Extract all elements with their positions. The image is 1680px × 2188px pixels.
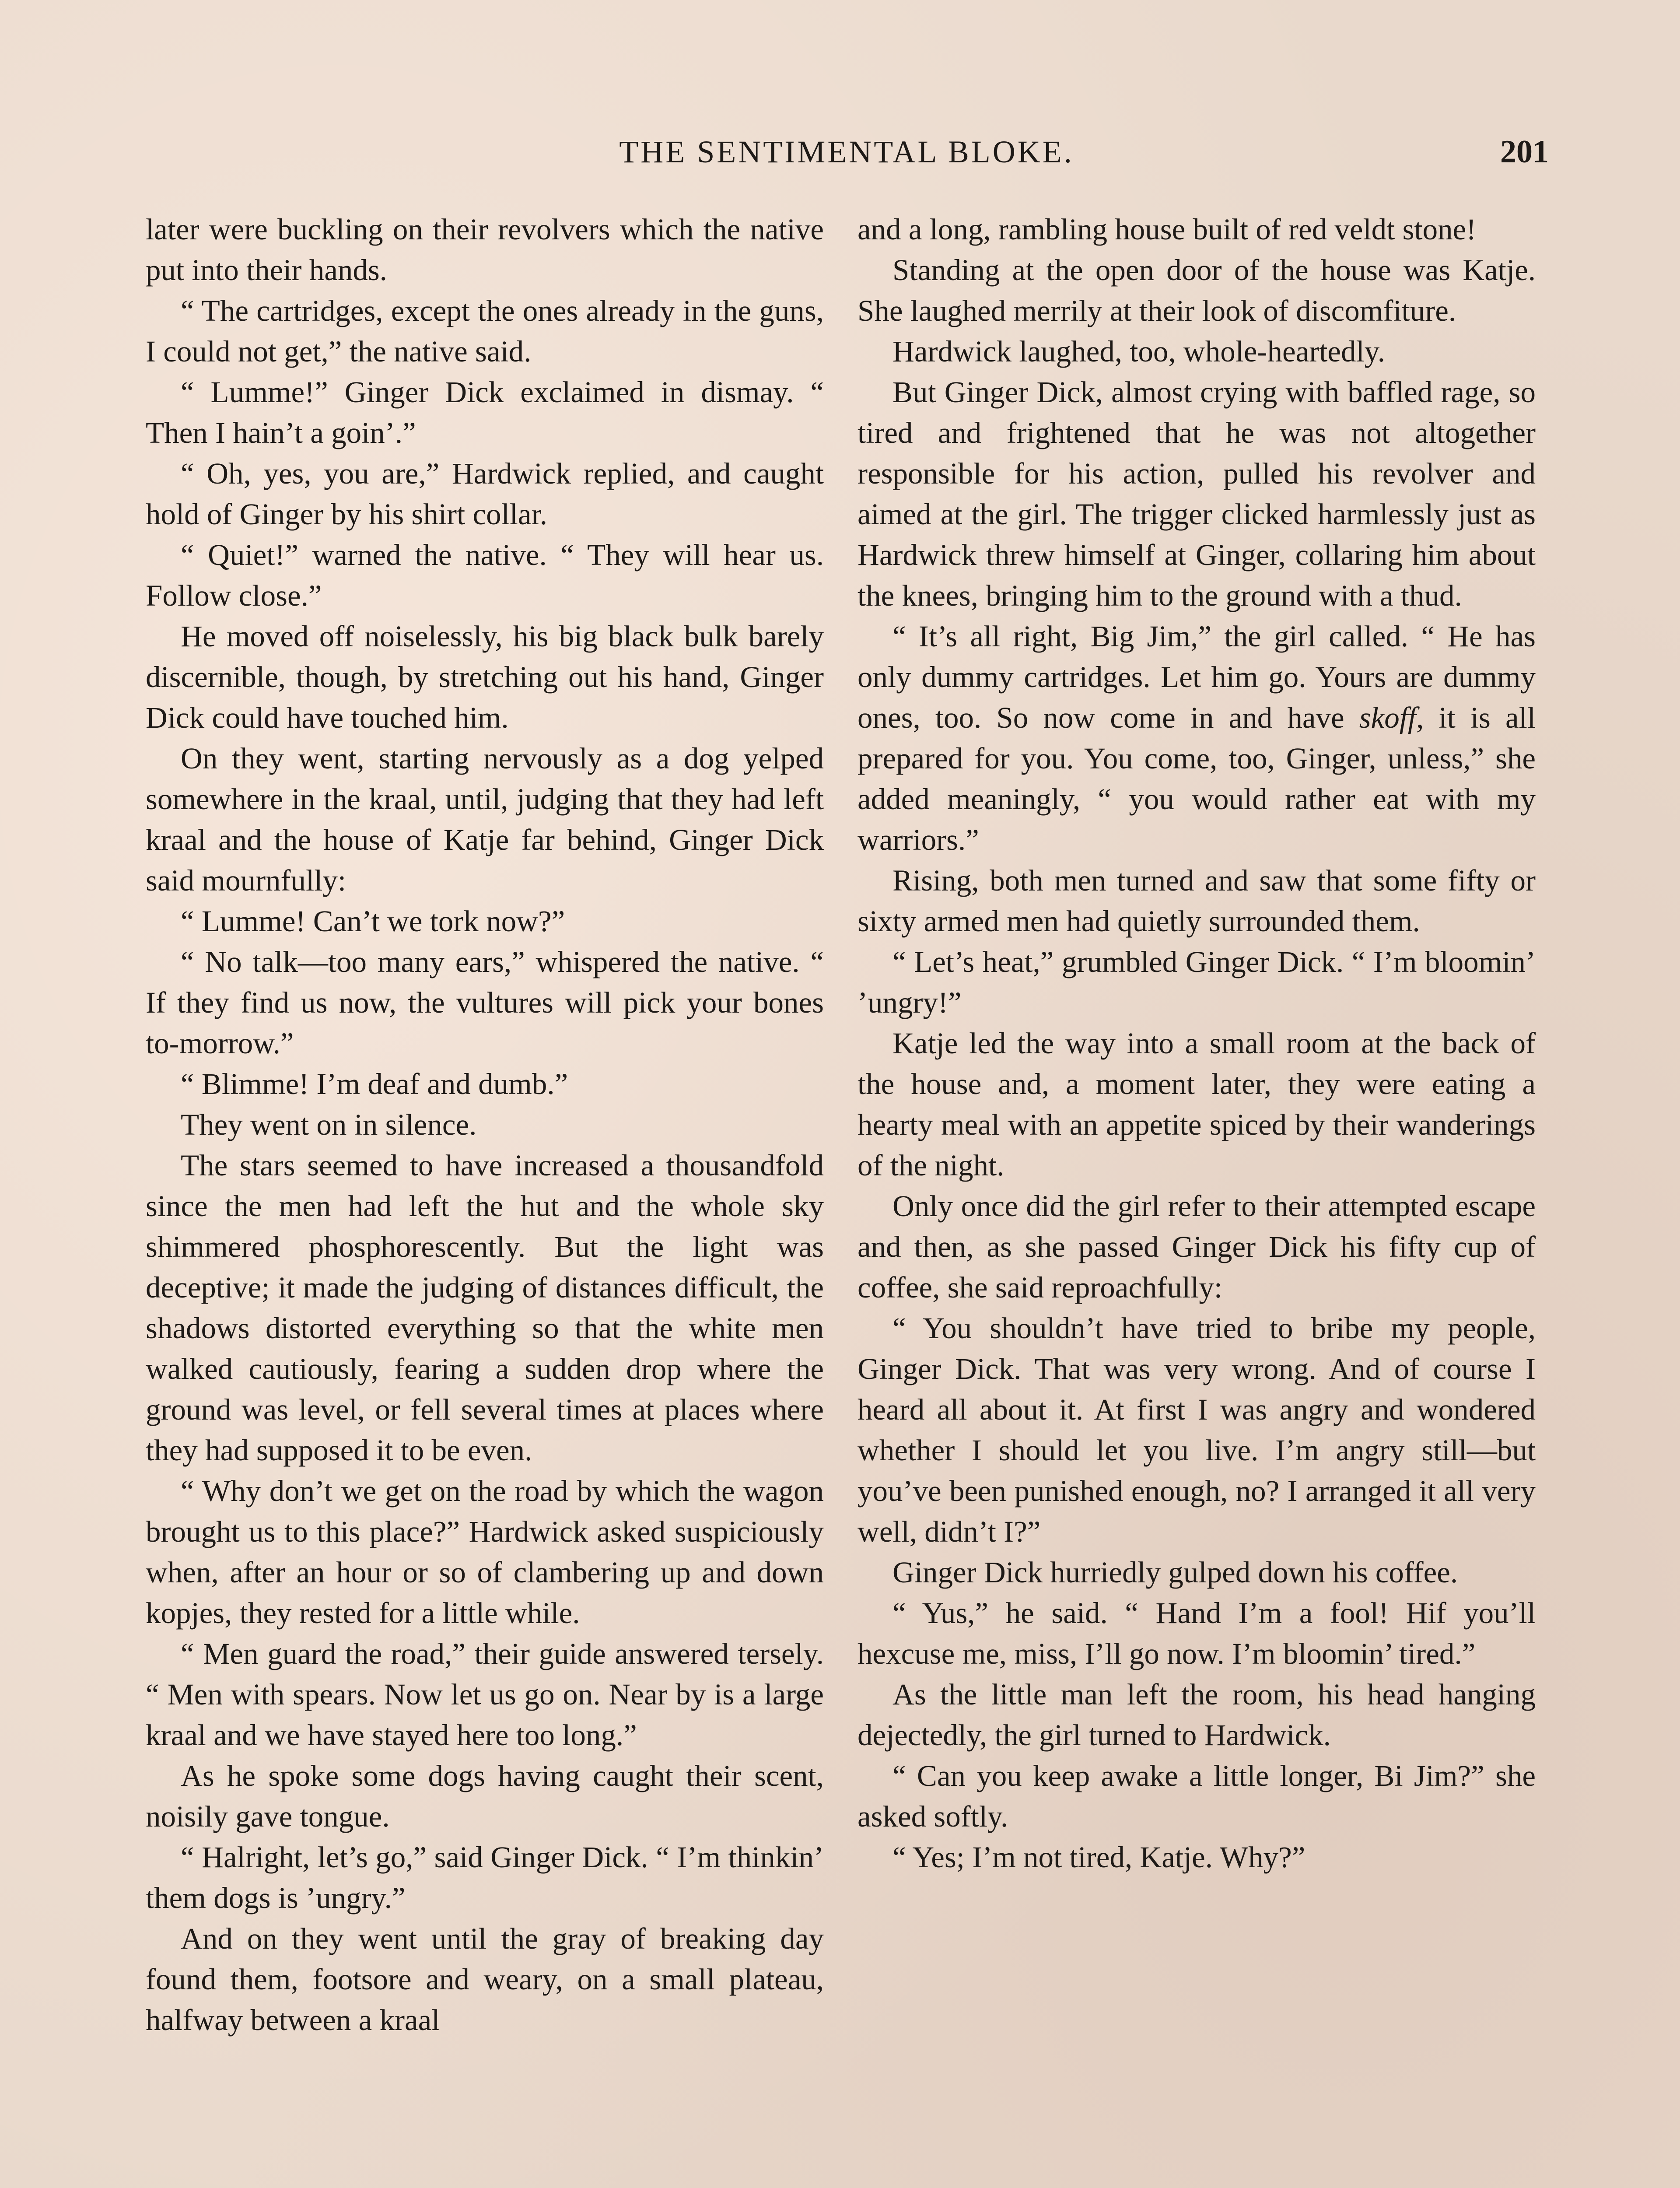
paragraph: The stars seemed to have increased a thousandfold since the men had left the hut and the whole sky shimmered phosphorescently. But the light was deceptive; it made the judging of distances difficult, the shadows distorted everything so that the white men walked cautiously, fearing a sudden drop where the ground was level, or fell several times at places where they had supposed it to be even. — [146, 1149, 824, 1467]
paragraph: “ Halright, let’s go,” said Ginger Dick. “ I’m thinkin’ them dogs is ’ungry.” — [146, 1841, 824, 1914]
running-title: THE SENTIMENTAL BLOKE. — [619, 134, 1074, 169]
paragraph-text: , it is all prepared for you. You come, too, Ginger, unless,” she added meaningly, “ you would rather eat with my warriors.” — [858, 701, 1536, 856]
paragraph: later were buckling on their revolvers which the native put into their hands. — [146, 213, 824, 287]
italic-word: skoff — [1359, 701, 1417, 734]
paragraph: “ No talk—too many ears,” whispered the native. “ If they find us now, the vultures will pick your bones to-morrow.” — [146, 945, 824, 1060]
paragraph: Only once did the girl refer to their attempted escape and then, as she passed Ginger Dick his fifty cup of coffee, she said reproachfully: — [858, 1189, 1536, 1304]
paragraph: “ Quiet!” warned the native. “ They will hear us. Follow close.” — [146, 538, 824, 612]
paragraph: And on they went until the gray of breaking day found them, footsore and weary, on a small plateau, halfway between a kraal — [146, 1922, 824, 2037]
paragraph: Rising, both men turned and saw that some fifty or sixty armed men had quietly surrounded them. — [858, 864, 1536, 938]
paragraph: “ Men guard the road,” their guide answered tersely. “ Men with spears. Now let us go on. Near by is a large kraal and we have stayed here too long.” — [146, 1637, 824, 1752]
right-column — [858, 209, 1536, 1878]
paragraph: Standing at the open door of the house was Katje. She laughed merrily at their look of discomfiture. — [858, 253, 1536, 327]
paragraph — [858, 616, 1536, 860]
paragraph: “ Yus,” he said. “ Hand I’m a fool! Hif you’ll hexcuse me, miss, I’ll go now. I’m bloomin’ tired.” — [858, 1596, 1536, 1670]
paragraph: As he spoke some dogs having caught their scent, noisily gave tongue. — [146, 1759, 824, 1833]
paragraph: Hardwick laughed, too, whole-heartedly. — [892, 335, 1385, 368]
paragraph: “ Lumme! Can’t we tork now?” — [181, 905, 565, 938]
paragraph: Katje led the way into a small room at the back of the house and, a moment later, they were eating a hearty meal with an appetite spiced by their wanderings of the night. — [858, 1027, 1536, 1182]
paragraph: “ Lumme!” Ginger Dick exclaimed in dismay. “ Then I hain’t a goin’.” — [146, 375, 824, 449]
paragraph: and a long, rambling house built of red veldt stone! — [858, 213, 1477, 246]
paragraph: They went on in silence. — [181, 1108, 477, 1141]
paragraph: “ Can you keep awake a little longer, Bi Jim?” she asked softly. — [858, 1759, 1536, 1833]
paragraph: “ Oh, yes, you are,” Hardwick replied, and caught hold of Ginger by his shirt collar. — [146, 457, 824, 531]
running-header — [144, 128, 1549, 176]
paragraph: “ You shouldn’t have tried to bribe my people, Ginger Dick. That was very wrong. And of course I heard all about it. At first I was angry and wondered whether I should let you live. I’m angry still—but you’ve been punished enough, no? I arranged it all very well, didn’t I?” — [858, 1311, 1536, 1548]
paragraph: “ Yes; I’m not tired, Katje. Why?” — [892, 1841, 1306, 1874]
paragraph: “ Blimme! I’m deaf and dumb.” — [181, 1067, 568, 1101]
paragraph: He moved off noiselessly, his big black bulk barely discernible, though, by stretching out his hand, Ginger Dick could have touched him. — [146, 620, 824, 734]
paragraph: On they went, starting nervously as a dog yelped somewhere in the kraal, until, judging that they had left kraal and the house of Katje far behind, Ginger Dick said mournfully: — [146, 742, 824, 897]
left-column — [146, 209, 824, 2041]
paragraph: But Ginger Dick, almost crying with baffled rage, so tired and frightened that he was not altogether responsible for his action, pulled his revolver and aimed at the girl. The trigger clicked harmlessly just as Hardwick threw himself at Ginger, collaring him about the knees, bringing him to the ground with a thud. — [858, 375, 1536, 612]
paragraph: Ginger Dick hurriedly gulped down his coffee. — [892, 1556, 1458, 1589]
paragraph: “ Why don’t we get on the road by which the wagon brought us to this place?” Hardwick asked suspiciously when, after an hour or so of clambering up and down kopjes, they rested for a little while. — [146, 1474, 824, 1630]
paragraph-text: “ It’s all right, Big Jim,” the girl called. “ He has only dummy cartridges. Let him go. Yours are dummy ones, too. So now come in and have — [858, 620, 1536, 734]
page-number: 201 — [1500, 134, 1549, 170]
paragraph: “ Let’s heat,” grumbled Ginger Dick. “ I’m bloomin’ ’ungry!” — [858, 945, 1536, 1019]
paragraph: As the little man left the room, his head hanging dejectedly, the girl turned to Hardwick. — [858, 1678, 1536, 1752]
paragraph: “ The cartridges, except the ones already in the guns, I could not get,” the native said. — [146, 294, 824, 368]
